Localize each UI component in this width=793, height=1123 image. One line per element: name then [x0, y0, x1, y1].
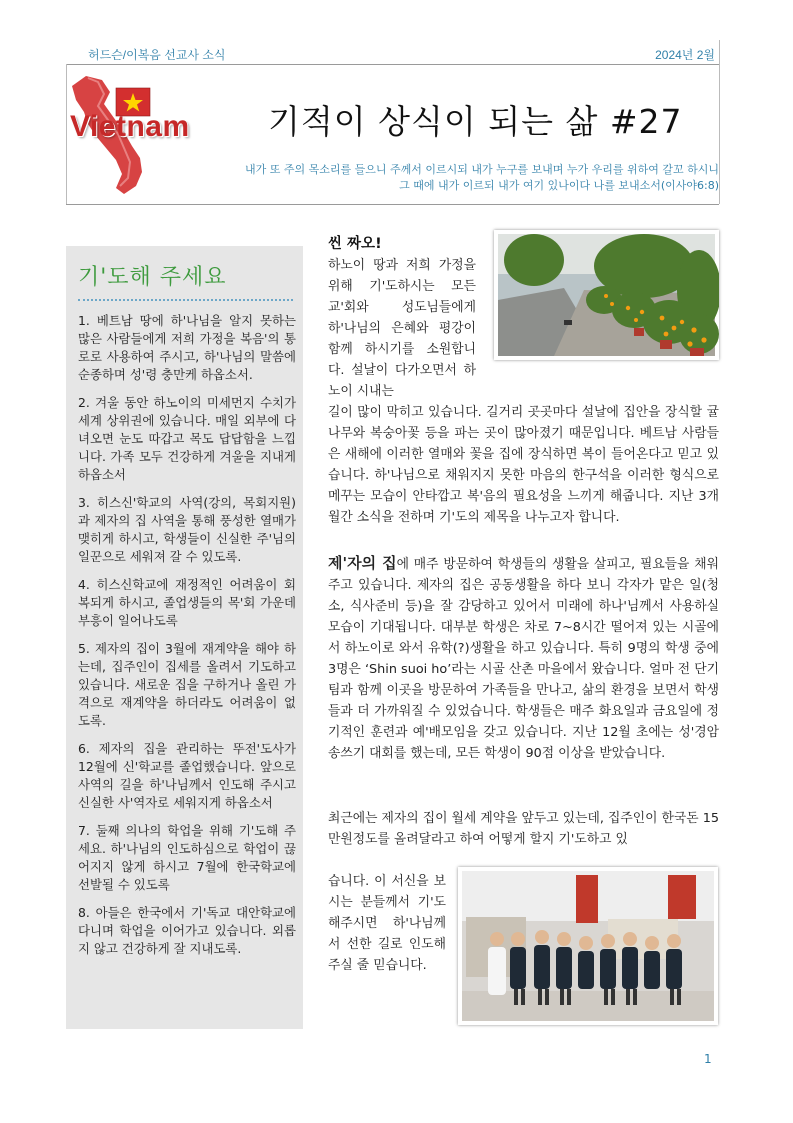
prayer-title: 기'도해 주세요 — [78, 265, 227, 290]
street-tree-photo — [494, 230, 719, 360]
page-number: 1 — [704, 1052, 712, 1066]
verse-line-2: 그 때에 내가 이르되 내가 여기 있나이다 나를 보내소서(이사야6:8) — [399, 179, 719, 192]
header-divider — [66, 64, 719, 65]
disciples-house-heading: 제'자의 집 — [328, 554, 397, 572]
header-bottom-divider — [66, 204, 719, 205]
prayer-title-divider — [78, 299, 293, 301]
intro-paragraph: 길이 많이 막히고 있습니다. 길거리 곳곳마다 설날에 집안을 장식할 귤나무와 복숭아꽃 등을 파는 곳이 많아졌기 때문입니다. 베트남 사람들은 새해에 이러한 열매와 꽃을 집에 장식하면 복이 들어온다고 믿고 있습니다. 하'나님으로 채워지지 못한 마음의 한구석을 이러한 형식으로 메꾸는 모습이 안타깝고 복'음의 필요성을 느끼게 해줍니다. 지난 3개월간 소식을 전하며 기'도의 제목을 나누고자 합니다. — [328, 405, 719, 525]
rent-paragraph: 최근에는 제자의 집이 월세 계약을 앞두고 있는데, 집주인이 한국돈 15만원정도를 올려달라고 하여 어떻게 할지 기'도하고 있 — [328, 811, 719, 847]
prayer-item: 7. 둘째 의나의 학업을 위해 기'도해 주세요. 하'나님의 인도하심으로 학업이 끊어지지 않게 하시고 7월에 한국학교에 선발될 수 있도록 — [78, 823, 296, 892]
prayer-item: 8. 아들은 한국에서 기'독교 대안학교에 다니며 학업을 이어가고 있습니다. 외롭지 않고 건강하게 잘 지내도록. — [78, 905, 296, 956]
prayer-item: 6. 제자의 집을 관리하는 뚜전'도사가 12월에 신'학교를 졸업했습니다. 앞으로 사역의 길을 하'나님께서 인도해 주시고 신실한 사'역자로 세워지게 하옵소서 — [78, 741, 296, 810]
right-border — [719, 40, 720, 204]
prayer-item: 3. 히스신'학교의 사역(강의, 목회지원)과 제자의 집 사역을 통해 풍성한 열매가 맺히게 하시고, 학생들이 신실한 주'님의 일꾼으로 세워져 갈 수 있도록. — [78, 495, 296, 564]
scripture-verse — [179, 162, 719, 194]
greeting-heading: 씬 짜오! — [328, 236, 382, 252]
prayer-item: 4. 히스신학교에 재정적인 어려움이 회복되게 하시고, 졸업생들의 목'회 가운데 부흥이 일어나도록 — [78, 577, 296, 628]
verse-line-1: 내가 또 주의 목소리를 들으니 주께서 이르시되 내가 누구를 보내며 누가 우리를 위하여 갈꼬 하시니 — [245, 163, 719, 176]
issue-date: 2024년 2월 — [655, 48, 715, 62]
newsletter-title: 기적이 상식이 되는 삶 #27 — [268, 102, 683, 141]
intro-paragraph-wrap: 하노이 땅과 저희 가정을 위해 기'도하시는 모든 교'회와 성도님들에게 하'나님의 은혜와 평강이 함께 하시기를 소원합니다. 설날이 다가오면서 하노이 시내는 — [328, 258, 476, 399]
prayer-item: 1. 베트남 땅에 하'나님을 알지 못하는 많은 사람들에게 저희 가정을 복음'의 통로로 사용하여 주시고, 하'나님의 말씀에 순종하며 성'령 충만케 하옵소서. — [78, 313, 296, 382]
group-photo — [458, 867, 718, 1025]
newsletter-source: 허드슨/이복음 선교사 소식 — [88, 48, 226, 62]
disciples-house-paragraph — [328, 553, 719, 764]
prayer-list — [78, 312, 296, 968]
rent-paragraph-wrap: 습니다. 이 서신을 보시는 분들께서 기'도해주시면 하'나님께서 선한 길로 인도해 주실 줄 믿습니다. — [328, 874, 446, 973]
logo-text: Vietnam — [70, 110, 190, 143]
disciples-house-text: 에 매주 방문하여 학생들의 생활을 살피고, 필요들을 채워주고 있습니다. 제자의 집은 공동생활을 하다 보니 각자가 맡은 일(청소, 식사준비 등)을 잘 감당하고 있어서 미래에 하나'님께서 사용하실 모습이 기대됩니다. 대부분 학생은 차로 7~8시간 떨어져 있는 시골에서 하노이로 와서 유학(?)생활을 하고 있습니다. 특히 9명의 학생 중에 3명은 ‘Shin suoi ho’라는 시골 산촌 마을에서 왔습니다. 얼마 전 단기팀과 함께 이곳을 방문하여 가족들을 만나고, 삶의 환경을 보면서 학생들과 더 가까워질 수 있었습니다. 학생들은 매주 화요일과 금요일에 정기적인 훈련과 예'배모임을 갖고 있습니다. 지난 12월 초에는 성'경암송쓰기 대회를 했는데, 모든 학생이 90점 이상을 받았습니다. — [328, 557, 719, 761]
prayer-item: 2. 겨울 동안 하노이의 미세먼지 수치가 세계 상위권에 있습니다. 매일 외부에 다녀오면 눈도 따갑고 목도 답답함을 느낍니다. 가족 모두 건강하게 겨울을 지내게 하옵소서 — [78, 395, 296, 482]
prayer-item: 5. 제자의 집이 3월에 재계약을 해야 하는데, 집주인이 집세를 올려서 기도하고 있습니다. 새로운 집을 구하거나 올린 가격으로 재계약을 하더라도 어려움이 없도록. — [78, 641, 296, 728]
